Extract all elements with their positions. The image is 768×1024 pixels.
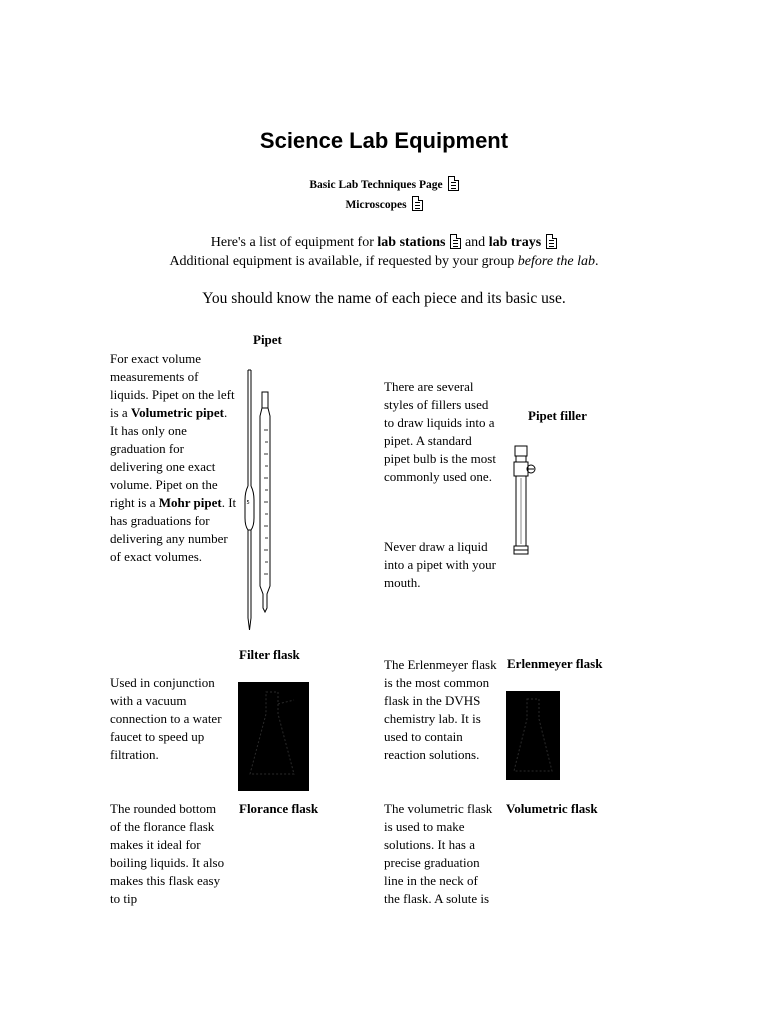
document-icon[interactable] <box>450 234 461 249</box>
filler-warning: Never draw a liquid into a pipet with your mouth. <box>384 539 496 590</box>
microscopes-link[interactable]: Microscopes <box>345 199 407 211</box>
intro-text: Here's a list of equipment for <box>210 235 378 250</box>
pipet-label: Pipet <box>253 332 282 347</box>
pipet-illustration <box>238 368 274 632</box>
pipet-text-3: . It has graduations for delivering any number of exact volumes. <box>110 495 237 564</box>
basic-lab-link[interactable]: Basic Lab Techniques Page <box>309 179 443 191</box>
microscopes-link-row[interactable] <box>0 196 768 211</box>
erlenmeyer-flask-image <box>506 691 560 780</box>
erlenmeyer-description: The Erlenmeyer flask is the most common flask in the DVHS chemistry lab. It is used to contain reaction solutions. <box>384 657 497 762</box>
svg-text:5: 5 <box>246 500 250 506</box>
document-icon[interactable] <box>448 176 459 191</box>
intro-text-2: Additional equipment is available, if requested by your group <box>169 254 518 269</box>
pipet-filler-illustration <box>508 444 538 560</box>
volumetric-pipet-term: Volumetric pipet <box>130 405 224 420</box>
intro-period: . <box>595 254 599 269</box>
page-title: Science Lab Equipment <box>259 128 509 153</box>
filter-flask-image <box>238 682 309 791</box>
florance-flask-label: Florance flask <box>239 801 319 816</box>
erlenmeyer-flask-label: Erlenmeyer flask <box>507 656 603 671</box>
pipet-text-2: . It has only one graduation for delivering one exact volume. Pipet on the right is a <box>110 405 228 510</box>
filter-flask-description: Used in conjunction with a vacuum connection to a water faucet to speed up filtration. <box>110 675 222 762</box>
document-icon[interactable] <box>546 234 557 249</box>
pipet-description <box>110 350 238 566</box>
know-statement: You should know the name of each piece and its basic use. <box>202 290 566 307</box>
pipet-filler-label: Pipet filler <box>528 408 587 423</box>
mohr-pipet-term: Mohr pipet <box>158 495 222 510</box>
lab-stations-link[interactable]: lab stations <box>377 235 446 250</box>
volumetric-flask-description: The volumetric flask is used to make solutions. It has a precise graduation line in the neck of the flask. A solute is <box>384 801 493 906</box>
document-icon[interactable] <box>412 196 423 211</box>
basic-lab-link-row[interactable] <box>0 176 768 191</box>
intro-emphasis: before the lab <box>517 254 596 269</box>
intro-line-1 <box>0 234 768 252</box>
pipet-text-1: For exact volume measurements of liquids. Pipet on the left is a <box>110 351 235 420</box>
volumetric-flask-label: Volumetric flask <box>506 801 598 816</box>
filter-flask-label: Filter flask <box>239 647 300 662</box>
intro-and: and <box>461 235 489 250</box>
filler-description: There are several styles of fillers used to draw liquids into a pipet. A standard pipet bulb is the most commonly used one. <box>384 379 496 484</box>
intro-line-2 <box>0 253 768 271</box>
lab-trays-link[interactable]: lab trays <box>488 235 542 250</box>
florance-flask-description: The rounded bottom of the florance flask makes it ideal for boiling liquids. It also makes this flask easy to tip <box>110 801 225 906</box>
